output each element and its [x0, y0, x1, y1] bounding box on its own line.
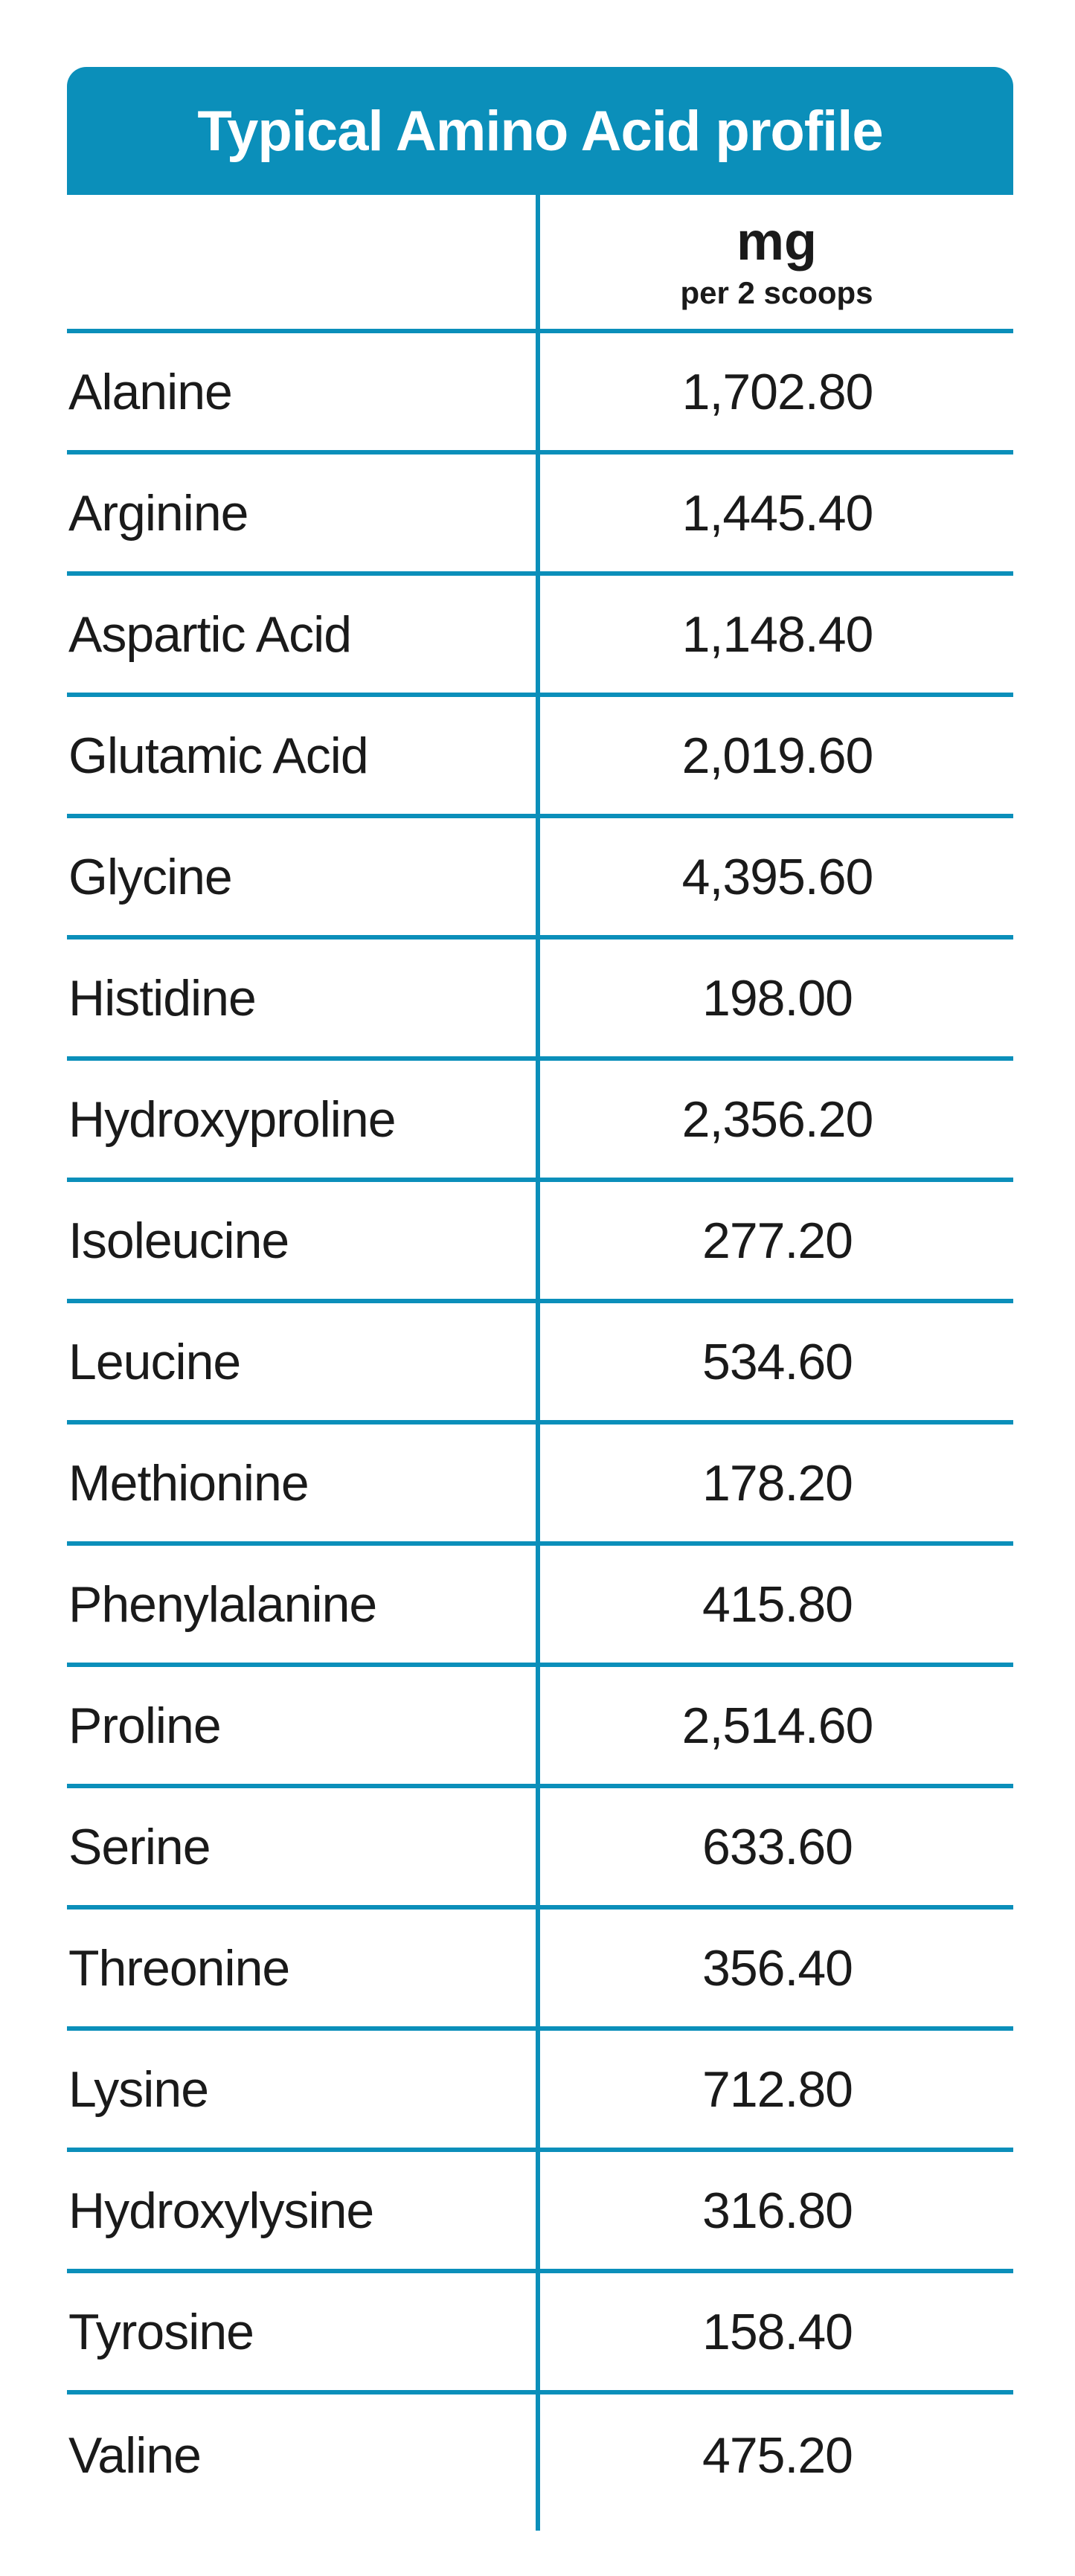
amino-acid-value: 2,356.20	[681, 1091, 873, 1148]
amino-acid-value: 475.20	[702, 2426, 853, 2484]
table-row	[67, 2031, 1013, 2152]
amino-acid-value: 4,395.60	[681, 848, 873, 905]
table-row	[67, 2152, 1013, 2273]
amino-acid-value: 2,514.60	[681, 1697, 873, 1754]
amino-acid-name: Glycine	[68, 848, 232, 905]
table-row	[67, 818, 1013, 939]
amino-acid-value: 178.20	[702, 1454, 853, 1512]
column-divider	[536, 195, 540, 2531]
amino-acid-name: Aspartic Acid	[68, 606, 352, 663]
table-row	[67, 1667, 1013, 1788]
amino-acid-name: Proline	[68, 1697, 221, 1754]
amino-acid-value: 277.20	[702, 1212, 853, 1269]
table-row	[67, 1061, 1013, 1182]
amino-acid-table	[67, 67, 1013, 2516]
amino-acid-name: Histidine	[68, 969, 256, 1027]
amino-acid-name: Lysine	[68, 2061, 209, 2118]
amino-acid-name: Isoleucine	[68, 1212, 289, 1269]
table-title: Typical Amino Acid profile	[67, 67, 1013, 195]
amino-acid-value: 198.00	[702, 969, 853, 1027]
table-row	[67, 1546, 1013, 1667]
amino-acid-name: Hydroxylysine	[68, 2182, 374, 2239]
amino-acid-value: 1,702.80	[681, 363, 873, 420]
amino-acid-name: Alanine	[68, 363, 232, 420]
name-column-header	[67, 195, 540, 329]
amino-acid-name: Leucine	[68, 1333, 241, 1390]
unit-sublabel: per 2 scoops	[680, 274, 873, 310]
table-row	[67, 1182, 1013, 1303]
value-column-header	[540, 195, 1013, 329]
amino-acid-name: Hydroxyproline	[68, 1091, 396, 1148]
amino-acid-value: 356.40	[702, 1939, 853, 1997]
table-row	[67, 1909, 1013, 2031]
table-row	[67, 697, 1013, 818]
amino-acid-name: Methionine	[68, 1454, 309, 1512]
amino-acid-value: 2,019.60	[681, 727, 873, 784]
table-row	[67, 576, 1013, 697]
amino-acid-value: 633.60	[702, 1818, 853, 1875]
amino-acid-name: Valine	[68, 2426, 201, 2484]
table-body	[67, 195, 1013, 2516]
table-row	[67, 1788, 1013, 1909]
table-row	[67, 1303, 1013, 1424]
table-row	[67, 2394, 1013, 2516]
amino-acid-value: 316.80	[702, 2182, 853, 2239]
amino-acid-value: 534.60	[702, 1333, 853, 1390]
amino-acid-name: Serine	[68, 1818, 211, 1875]
amino-acid-name: Phenylalanine	[68, 1576, 377, 1633]
amino-acid-name: Arginine	[68, 484, 248, 542]
amino-acid-name: Threonine	[68, 1939, 290, 1997]
column-header-row	[67, 195, 1013, 333]
amino-acid-value: 415.80	[702, 1576, 853, 1633]
amino-acid-name: Glutamic Acid	[68, 727, 368, 784]
table-row	[67, 939, 1013, 1061]
amino-acid-value: 712.80	[702, 2061, 853, 2118]
amino-acid-value: 158.40	[702, 2303, 853, 2360]
amino-acid-value: 1,148.40	[681, 606, 873, 663]
amino-acid-name: Tyrosine	[68, 2303, 254, 2360]
unit-label: mg	[737, 211, 817, 272]
table-row	[67, 2273, 1013, 2394]
table-row	[67, 1424, 1013, 1546]
amino-acid-value: 1,445.40	[681, 484, 873, 542]
table-row	[67, 333, 1013, 455]
table-row	[67, 455, 1013, 576]
